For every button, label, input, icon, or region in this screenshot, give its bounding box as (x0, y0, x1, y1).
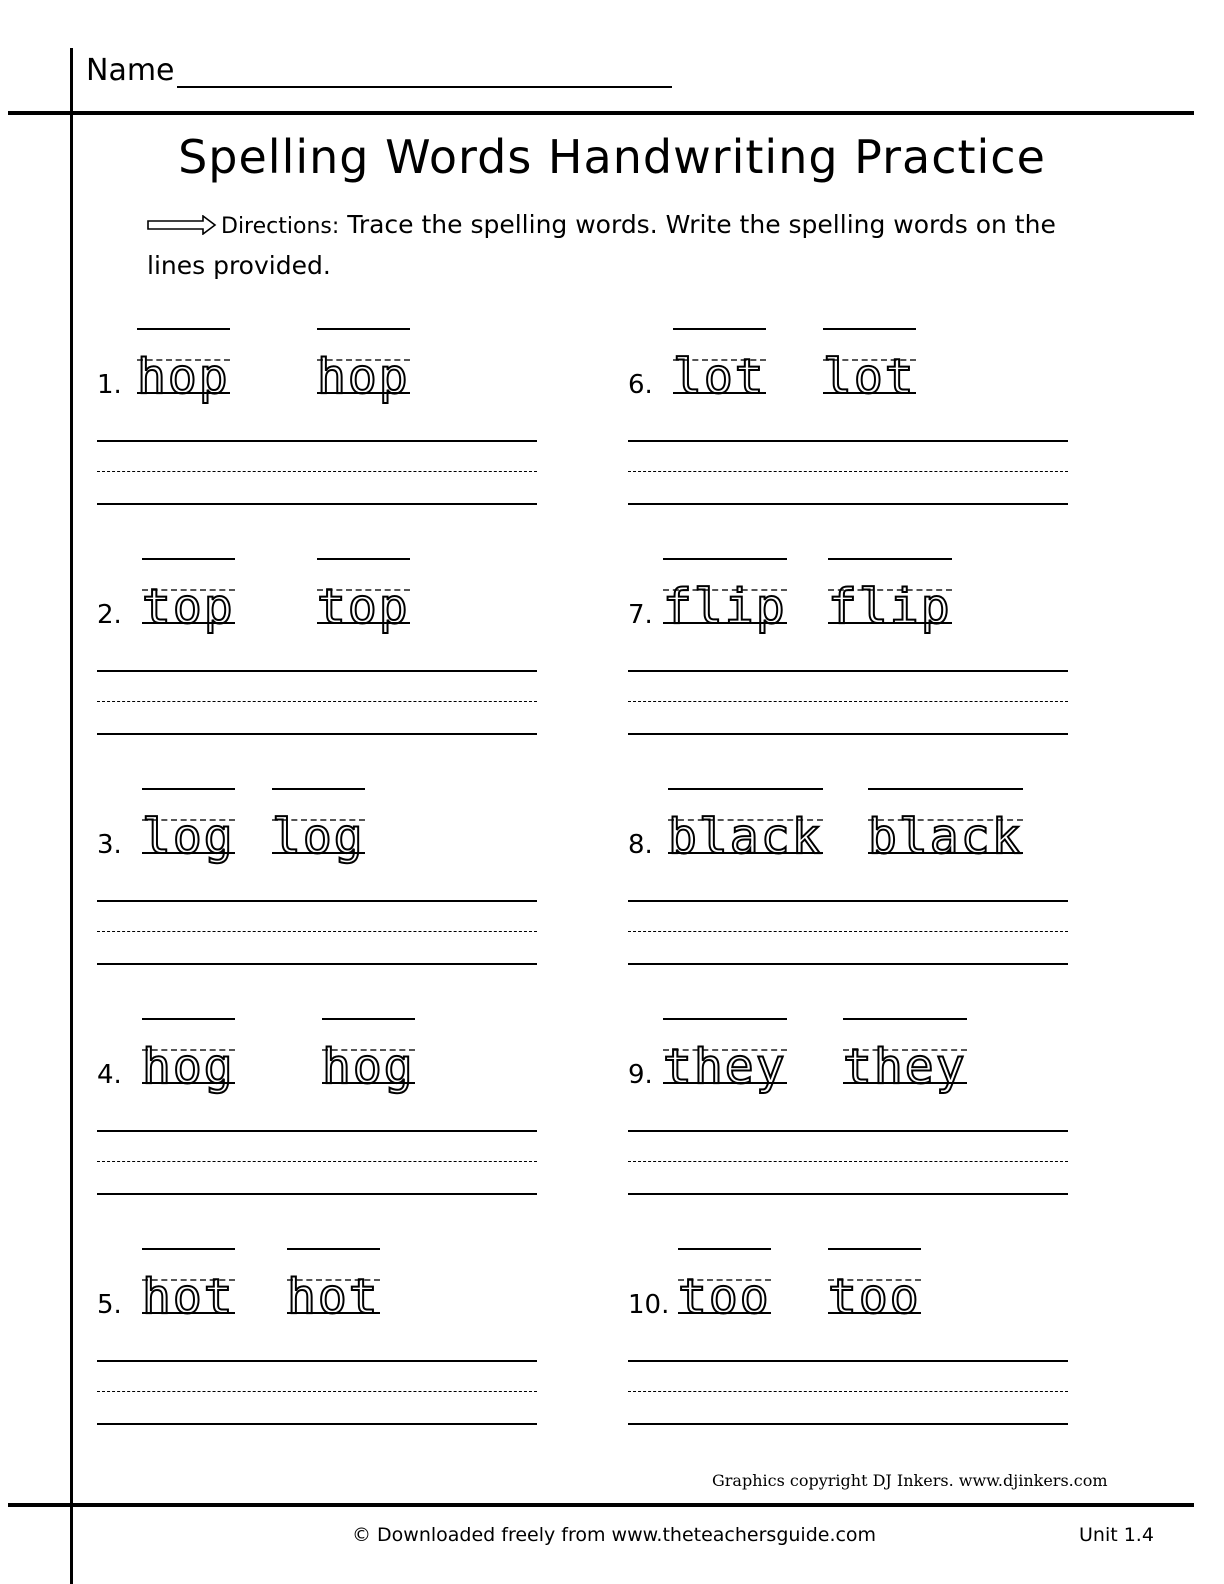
writing-midline[interactable] (628, 701, 1068, 702)
trace-topline (843, 1018, 967, 1020)
writing-topline[interactable] (628, 670, 1068, 672)
trace-word (668, 786, 823, 896)
trace-word (317, 326, 410, 436)
trace-word (142, 786, 235, 896)
item-number: 3. (97, 830, 122, 860)
trace-word-text: lot (823, 349, 916, 405)
trace-topline (142, 788, 235, 790)
trace-topline (678, 1248, 771, 1250)
footer-source: © Downloaded freely from www.theteachersguide.com (352, 1524, 877, 1546)
trace-word (317, 556, 410, 666)
practice-item (628, 1246, 1068, 1446)
writing-topline[interactable] (97, 670, 537, 672)
trace-word-text: hog (322, 1039, 415, 1095)
writing-topline[interactable] (628, 440, 1068, 442)
writing-midline[interactable] (97, 701, 537, 702)
practice-item (628, 786, 1068, 986)
trace-word (142, 1016, 235, 1126)
item-number: 7. (628, 600, 653, 630)
left-margin-line (70, 48, 73, 1584)
writing-baseline[interactable] (628, 963, 1068, 965)
writing-topline[interactable] (628, 1360, 1068, 1362)
trace-word (142, 1246, 235, 1356)
page-title: Spelling Words Handwriting Practice (178, 130, 1046, 184)
trace-word (868, 786, 1023, 896)
item-number: 6. (628, 370, 653, 400)
trace-topline (663, 1018, 787, 1020)
trace-word-text: they (843, 1039, 967, 1095)
writing-baseline[interactable] (628, 1423, 1068, 1425)
name-label: Name (86, 53, 175, 88)
trace-word-text: flip (828, 579, 952, 635)
writing-topline[interactable] (97, 1360, 537, 1362)
trace-topline (137, 328, 230, 330)
item-number: 1. (97, 370, 122, 400)
writing-midline[interactable] (628, 1161, 1068, 1162)
writing-baseline[interactable] (97, 1193, 537, 1195)
unit-label: Unit 1.4 (1079, 1524, 1154, 1546)
trace-word (663, 556, 787, 666)
practice-item (97, 326, 537, 526)
trace-word (828, 1246, 921, 1356)
item-number: 10. (628, 1290, 670, 1320)
writing-midline[interactable] (97, 931, 537, 932)
trace-word-text: top (142, 579, 235, 635)
item-number: 9. (628, 1060, 653, 1090)
item-number: 8. (628, 830, 653, 860)
trace-word-text: lot (673, 349, 766, 405)
trace-word (137, 326, 230, 436)
trace-word-text: hop (317, 349, 410, 405)
practice-item (97, 1246, 537, 1446)
trace-word-text: hot (142, 1269, 235, 1325)
trace-topline (673, 328, 766, 330)
writing-baseline[interactable] (97, 733, 537, 735)
trace-word-text: too (678, 1269, 771, 1325)
writing-topline[interactable] (97, 1130, 537, 1132)
trace-topline (663, 558, 787, 560)
trace-word (272, 786, 365, 896)
writing-baseline[interactable] (97, 1423, 537, 1425)
directions-label: Directions: (221, 214, 340, 239)
writing-baseline[interactable] (628, 1193, 1068, 1195)
item-number: 2. (97, 600, 122, 630)
trace-word-text: hot (287, 1269, 380, 1325)
footer-divider (8, 1503, 1194, 1507)
writing-baseline[interactable] (97, 503, 537, 505)
trace-word (663, 1016, 787, 1126)
practice-item (628, 1016, 1068, 1216)
trace-topline (272, 788, 365, 790)
trace-topline (317, 328, 410, 330)
practice-item (97, 1016, 537, 1216)
trace-word-text: too (828, 1269, 921, 1325)
trace-topline (868, 788, 1023, 790)
item-number: 5. (97, 1290, 122, 1320)
trace-word-text: log (142, 809, 235, 865)
trace-topline (828, 558, 952, 560)
writing-midline[interactable] (97, 1161, 537, 1162)
writing-midline[interactable] (97, 1391, 537, 1392)
directions-text: Trace the spelling words. Write the spelling words on the lines provided. (147, 210, 1056, 280)
writing-baseline[interactable] (628, 503, 1068, 505)
trace-topline (142, 1248, 235, 1250)
trace-word-text: top (317, 579, 410, 635)
practice-item (628, 556, 1068, 756)
header-divider (8, 111, 1194, 115)
trace-word-text: they (663, 1039, 787, 1095)
writing-topline[interactable] (628, 1130, 1068, 1132)
practice-item (628, 326, 1068, 526)
trace-word-text: log (272, 809, 365, 865)
trace-word-text: hog (142, 1039, 235, 1095)
trace-word (673, 326, 766, 436)
trace-word (823, 326, 916, 436)
arrow-right-icon (147, 207, 217, 246)
trace-word (828, 556, 952, 666)
writing-midline[interactable] (628, 471, 1068, 472)
trace-word-text: black (868, 809, 1023, 865)
trace-topline (317, 558, 410, 560)
writing-midline[interactable] (97, 471, 537, 472)
name-field[interactable] (86, 50, 672, 88)
trace-topline (142, 1018, 235, 1020)
trace-word-text: flip (663, 579, 787, 635)
trace-topline (322, 1018, 415, 1020)
practice-item (97, 786, 537, 986)
writing-topline[interactable] (97, 440, 537, 442)
trace-word (142, 556, 235, 666)
name-blank-line[interactable] (177, 50, 672, 88)
practice-item (97, 556, 537, 756)
trace-word (322, 1016, 415, 1126)
trace-topline (142, 558, 235, 560)
trace-topline (287, 1248, 380, 1250)
writing-topline[interactable] (628, 900, 1068, 902)
trace-word-text: hop (137, 349, 230, 405)
trace-word-text: black (668, 809, 823, 865)
trace-topline (668, 788, 823, 790)
graphics-credit: Graphics copyright DJ Inkers. www.djinkers.com (712, 1471, 1108, 1490)
trace-topline (823, 328, 916, 330)
writing-midline[interactable] (628, 931, 1068, 932)
trace-word (843, 1016, 967, 1126)
writing-baseline[interactable] (628, 733, 1068, 735)
trace-word (287, 1246, 380, 1356)
item-number: 4. (97, 1060, 122, 1090)
trace-topline (828, 1248, 921, 1250)
writing-baseline[interactable] (97, 963, 537, 965)
directions (147, 205, 1077, 285)
writing-midline[interactable] (628, 1391, 1068, 1392)
trace-word (678, 1246, 771, 1356)
writing-topline[interactable] (97, 900, 537, 902)
